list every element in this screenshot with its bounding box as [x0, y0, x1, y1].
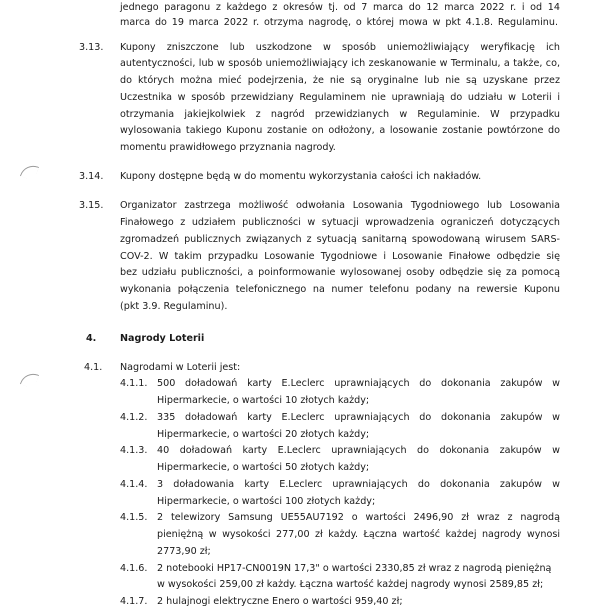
paragraph-line: Kupony dostępne będą w do momentu wykorzystania całości ich nakładów. — [120, 171, 482, 183]
item-line: pieniężną w wysokości 277,00 zł każdy. Łączna wartość każdej nagrody wynosi — [157, 529, 560, 540]
paragraph-line: jednego paragonu z każdego z okresów tj. od 7 marca do 12 marca 2022 r. i od 14 — [120, 2, 560, 13]
section-title: Nagrody Loterii — [120, 332, 205, 344]
paragraph-line: momentu prawidłowego przyznania nagrody. — [120, 142, 336, 154]
item-line: 500 doładowań karty E.Leclerc uprawniających do dokonania zakupów w — [157, 378, 560, 390]
item-number: 4.1.1. — [120, 378, 148, 390]
paragraph-line: COV-2. W takim przypadku Losowanie Tygodniowe i Losowanie Finałowe odbędzie się — [120, 250, 560, 262]
item-line: 3 doładowania karty E.Leclerc uprawniających do dokonania zakupów w — [157, 478, 560, 490]
item-line: Hipermarkecie, o wartości 20 złotych każdy; — [157, 428, 370, 440]
paragraph-number: 3.15. — [79, 200, 104, 212]
paragraph-line: do których można mieć podejrzenia, że nie są oryginalne lub nie są uzyskane przez — [120, 75, 560, 87]
paragraph-line: zgromadzeń publicznych związanych z sytuacją sanitarną spowodowaną wirusem SARS- — [120, 233, 560, 245]
paragraph-line: autentyczności, lub w sposób uniemożliwiający ich zeskanowanie w Terminalu, a także, co, — [120, 58, 560, 70]
scan-mark — [20, 370, 39, 389]
scan-mark — [20, 162, 39, 181]
item-line: Hipermarkecie, o wartości 50 złotych każdy; — [157, 462, 370, 473]
item-number: 4.1.7. — [120, 596, 148, 607]
paragraph-line: (pkt 3.9. Regulaminu). — [120, 300, 228, 312]
item-line: Hipermarkecie, o wartości 100 złotych każdy; — [157, 495, 376, 507]
item-number: 4.1.5. — [120, 512, 148, 524]
item-line: w wysokości 259,00 zł każdy. Łączna wartość każdej nagrody wynosi 2589,85 zł; — [157, 579, 544, 591]
item-line: 335 doładowań karty E.Leclerc uprawniających do dokonania zakupów w — [157, 411, 560, 423]
item-line: Hipermarkecie, o wartości 10 złotych każdy; — [157, 395, 370, 407]
paragraph-number: 4.1. — [84, 361, 103, 373]
paragraph-line: Organizator zastrzega możliwość odwołania Losowania Tygodniowego lub Losowania — [120, 200, 560, 212]
paragraph-number: 3.13. — [79, 41, 104, 53]
section-number: 4. — [86, 332, 97, 344]
paragraph-line: Uczestnika w sposób przewidziany Regulaminem nie uprawniają do udziału w Loterii i — [120, 91, 560, 103]
paragraph-line: marca do 19 marca 2022 r. otrzyma nagrodę, o której mowa w pkt 4.1.8. Regulaminu. — [120, 17, 558, 28]
item-number: 4.1.6. — [120, 562, 148, 574]
item-line: 2 notebooki HP17-CN0019N 17,3" o wartości 2330,85 zł wraz z nagrodą pieniężną — [157, 562, 552, 574]
item-number: 4.1.3. — [120, 445, 148, 457]
item-line: 40 doładowań karty E.Leclerc uprawniających do dokonania zakupów w — [157, 445, 560, 457]
item-line: 2773,90 zł; — [157, 545, 211, 557]
paragraph-number: 3.14. — [79, 171, 104, 183]
item-line: 2 telewizory Samsung UE55AU7192 o wartości 2496,90 zł wraz z nagrodą — [157, 512, 560, 524]
item-number: 4.1.4. — [120, 478, 148, 490]
paragraph-line: Nagrodami w Loterii jest: — [120, 361, 241, 373]
paragraph-line: Finałowego z udziałem publiczności w sytuacji wprowadzenia ograniczeń dotyczących — [120, 217, 560, 228]
paragraph-line: wykonania połączenia telefonicznego na numer telefonu podany na rewersie Kuponu — [120, 284, 560, 295]
paragraph-line: wylosowania takiego Kuponu zostanie on odłożony, a losowanie zostanie powtórzone do — [120, 125, 560, 137]
paragraph-line: bez udziału publiczności, a poinformowanie wylosowanej osoby odbędzie się za pomocą — [120, 267, 560, 279]
paragraph-line: Kupony zniszczone lub uszkodzone w sposób uniemożliwiający weryfikację ich — [120, 41, 560, 53]
item-number: 4.1.2. — [120, 411, 148, 423]
item-line: 2 hulajnogi elektryczne Enero o wartości 959,40 zł; — [157, 596, 403, 607]
paragraph-line: otrzymania jakiejkolwiek z nagród przewidzianych w Regulaminie. W przypadku — [120, 108, 560, 120]
